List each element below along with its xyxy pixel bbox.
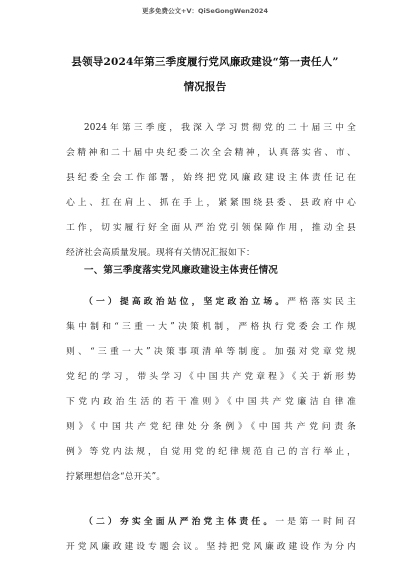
intro-line: 工作，切实履行好全面从严治党引领保障作用，推动全县: [66, 223, 356, 233]
item-1-line: 拧紧理想信念“总开关”。: [66, 472, 166, 482]
intro-paragraph: [66, 116, 356, 266]
section-heading-1: 一、第三季度落实党风廉政建设主体责任情况: [84, 265, 279, 276]
item-1-line: 集中制和“三重一大”决策机制，严格执行党委会工作规: [66, 322, 356, 332]
item-2-title: （二）夯实全面从严治党主体责任。: [84, 517, 276, 527]
item-2-first-rest: 一是第一时间召: [275, 517, 357, 527]
item-1-line: 党纪的学习，带头学习《中国共产党章程》《关于新形势: [66, 372, 356, 382]
item-1-line: 例》等党内法规，自觉用党的纪律规范自己的言行举止，: [66, 447, 356, 457]
item-1-line: 下党内政治生活的若干准则》《中国共产党廉洁自律准: [66, 397, 356, 407]
intro-line: 经济社会高质量发展。现将有关情况汇报如下：: [66, 248, 255, 258]
item-1-line: 则》《中国共产党纪律处分条例》《中国共产党问责条: [66, 422, 356, 432]
item-2-first-line: [66, 510, 356, 535]
intro-line: 会精神和二十届中央纪委二次全会精神，认真落实省、市、: [66, 148, 356, 158]
item-1-first-rest: 严格落实民主: [287, 297, 357, 307]
watermark-text: 更多免费公文+V：QiSeGongWen2024: [142, 7, 268, 15]
item-1-title: （一）提高政治站位，坚定政治立场。: [84, 297, 288, 307]
intro-line: 县纪委全会工作部署，始终把党风廉政建设主体责任记在: [66, 173, 356, 183]
intro-line: 2024年第三季度，我深入学习贯彻党的二十届三中全: [84, 123, 356, 133]
document-title-line-1: 县领导2024年第三季度履行党风廉政建设“第一责任人”: [71, 56, 339, 68]
item-1-first-line: [66, 290, 356, 315]
item-2-line: 开党风廉政建设专题会议。坚持把党风廉政建设作为分内: [66, 542, 356, 552]
document-title-line-2: 情况报告: [183, 81, 227, 93]
intro-line: 心上、扛在肩上、抓在手上，紧紧围绕县委、县政府中心: [66, 198, 356, 208]
item-1-line: 则、“三重一大”决策事项清单等制度。加强对党章党规: [66, 347, 356, 357]
item-1-paragraph: [66, 290, 356, 490]
item-2-paragraph: [66, 510, 356, 560]
